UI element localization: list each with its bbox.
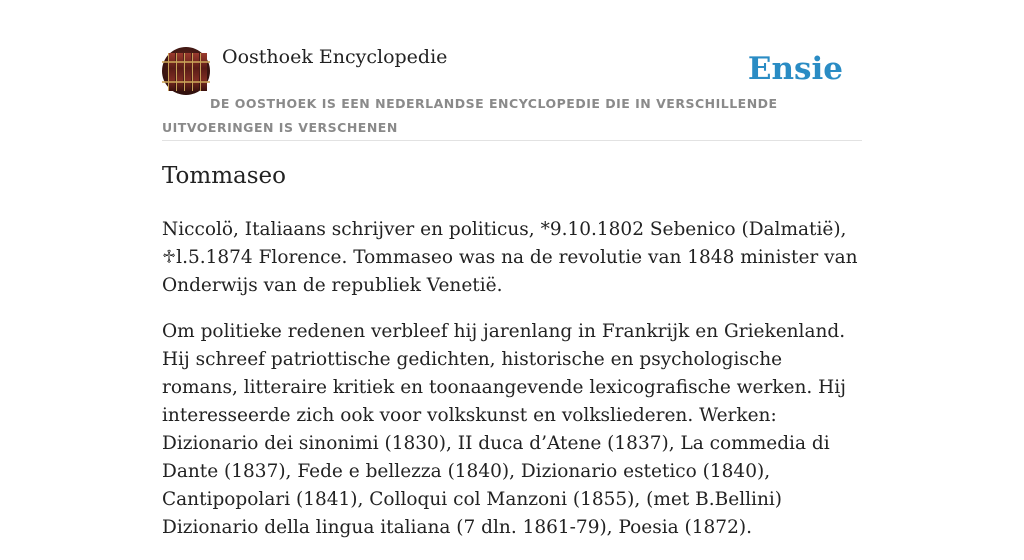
source-description: DE OOSTHOEK IS EEN NEDERLANDSE ENCYCLOPEDIE DIE IN VERSCHILLENDE UITVOERINGEN IS VERSCHENEN [162,96,778,135]
brand-logo[interactable]: Ensie [747,51,843,87]
article-paragraph: Niccolö, Italiaans schrijver en politicus, *9.10.1802 Sebenico (Dalmatië), ♱l.5.1874 Florence. Tommaseo was na de revolutie van 1848 minister van Onderwijs van de republiek Venetië. [162,219,858,296]
source-name-link[interactable]: Oosthoek Encyclopedie [222,46,448,68]
source-avatar[interactable] [162,47,210,95]
article-paragraph: Om politieke redenen verbleef hij jarenlang in Frankrijk en Griekenland. Hij schreef patriottische gedichten, historische en psychologische romans, litteraire kritiek en toonaangevende lexicografische werken. Hij interesseerde zich ook voor volkskunst en volksliederen. Werken: Dizionario dei sinonimi (1830), II duca d’Atene (1837), La commedia di Dante (1837), Fede e bellezza (1840), Dizionario estetico (1840), Cantipopolari (1841), Colloqui col Manzoni (1855), (met B.Bellini) Dizionario della lingua italiana (7 dln. 1861-79), Poesia (1872). [162,321,846,538]
article-body [162,216,862,560]
article-title: Tommaseo [162,163,286,189]
header [162,45,862,141]
